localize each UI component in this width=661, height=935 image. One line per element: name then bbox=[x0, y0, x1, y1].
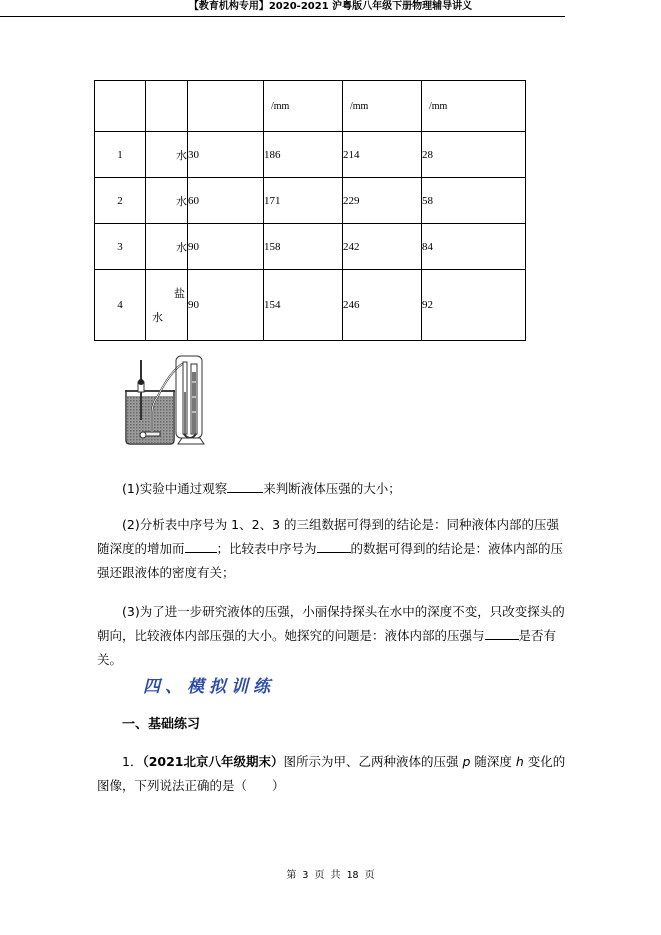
cell-no: 4 bbox=[95, 270, 146, 341]
header-cell-right: /mm bbox=[343, 81, 422, 132]
header-cell-depth bbox=[188, 81, 264, 132]
page-header bbox=[0, 0, 565, 17]
cell-right: 242 bbox=[343, 224, 422, 270]
answer-blank-3[interactable] bbox=[317, 538, 351, 553]
header-title: 【教育机构专用】2020-2021 沪粤版八年级下册物理辅导讲义 bbox=[188, 1, 473, 12]
problem-source: （2021北京八年级期末） bbox=[142, 754, 284, 769]
cell-depth: 30 bbox=[188, 132, 264, 178]
cell-right: 214 bbox=[343, 132, 422, 178]
cell-right: 246 bbox=[343, 270, 422, 341]
cell-left: 158 bbox=[264, 224, 343, 270]
header-cell-diff: /mm bbox=[422, 81, 526, 132]
cell-depth: 90 bbox=[188, 224, 264, 270]
cell-depth: 90 bbox=[188, 270, 264, 341]
variable-h: h bbox=[515, 754, 524, 769]
cell-no: 3 bbox=[95, 224, 146, 270]
cell-left: 186 bbox=[264, 132, 343, 178]
question-1: (1)实验中通过观察 来判断液体压强的大小； bbox=[97, 477, 592, 501]
header-cell-left: /mm bbox=[264, 81, 343, 132]
question-3: (3)为了进一步研究液体的压强，小丽保持探头在水中的深度不变，只改变探头的朝向，比较液体内部压强的大小。她探究的问题是：液体内部的压强与 是否有关。 bbox=[97, 604, 565, 667]
table-row bbox=[95, 270, 526, 341]
page-number: 第 3 页 共 18 页 bbox=[286, 870, 375, 881]
header-cell-liquid bbox=[146, 81, 188, 132]
table-header-row bbox=[95, 81, 526, 132]
question-2: (2)分析表中序号为 1、2、3 的三组数据可得到的结论是：同种液体内部的压强随深度的增加而 ；比较表中序号为 的数据可得到的结论是：液体内部的压强还跟液体的密度有关； bbox=[97, 517, 564, 580]
header-cell-no bbox=[95, 81, 146, 132]
cell-left: 171 bbox=[264, 178, 343, 224]
cell-diff: 58 bbox=[422, 178, 526, 224]
table-row bbox=[95, 224, 526, 270]
table-row bbox=[95, 132, 526, 178]
cell-diff: 84 bbox=[422, 224, 526, 270]
experiment-data-table bbox=[94, 80, 526, 341]
answer-blank-2[interactable] bbox=[185, 538, 217, 553]
cell-liquid: 水 bbox=[146, 178, 188, 224]
cell-no: 2 bbox=[95, 178, 146, 224]
pressure-gauge-apparatus-image bbox=[112, 352, 216, 448]
cell-left: 154 bbox=[264, 270, 343, 341]
cell-liquid: 水 bbox=[146, 132, 188, 178]
cell-diff: 28 bbox=[422, 132, 526, 178]
page-footer bbox=[0, 866, 661, 881]
cell-diff: 92 bbox=[422, 270, 526, 341]
table-row bbox=[95, 178, 526, 224]
cell-depth: 60 bbox=[188, 178, 264, 224]
answer-blank-1[interactable] bbox=[227, 478, 263, 493]
cell-liquid: 盐 水 bbox=[146, 270, 188, 341]
variable-p: p bbox=[462, 754, 471, 769]
cell-right: 229 bbox=[343, 178, 422, 224]
cell-liquid: 水 bbox=[146, 224, 188, 270]
section-title: 四、模拟训练 bbox=[143, 677, 275, 697]
problem-1: 1．（2021北京八年级期末）图所示为甲、乙两种液体的压强 p 随深度 h 变化的图像，下列说法正确的是（ ） bbox=[97, 754, 566, 793]
subsection-title: 一、基础练习 bbox=[122, 717, 201, 732]
answer-blank-4[interactable] bbox=[485, 625, 519, 640]
cell-no: 1 bbox=[95, 132, 146, 178]
